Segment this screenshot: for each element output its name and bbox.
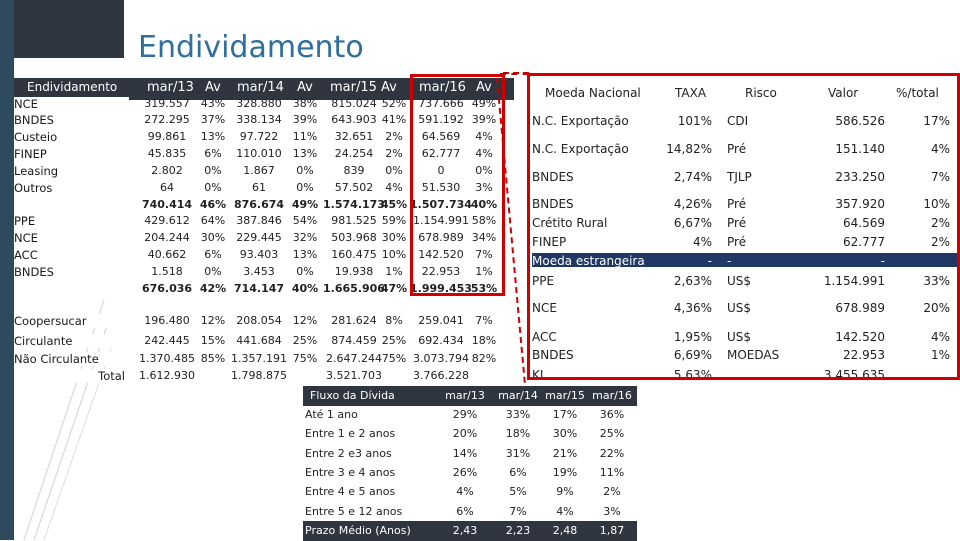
flow-cell: 20% <box>452 427 478 440</box>
table-cell: 12% <box>200 314 226 327</box>
row-label: Total <box>14 369 129 383</box>
table-cell: 2% <box>385 130 403 143</box>
flow-cell: 33% <box>505 408 531 421</box>
currency-row-index: Pré <box>727 216 747 230</box>
currency-row-value: 22.953 <box>843 348 885 362</box>
table-cell: 4% <box>385 181 403 194</box>
row-label: FINEP <box>14 147 129 161</box>
table-cell: 0 <box>437 164 445 177</box>
currency-row-rate: 6,67% <box>673 216 712 230</box>
currency-column-header: Risco <box>745 86 777 100</box>
flow-row-label: Prazo Médio (Anos) <box>305 524 411 537</box>
table-cell: 503.968 <box>331 231 377 244</box>
currency-row-name: NCE <box>532 301 557 315</box>
table-cell: 39% <box>471 113 497 126</box>
table-cell: 40% <box>470 198 498 211</box>
table-cell: 981.525 <box>331 214 377 227</box>
table-cell: 1.507.734 <box>410 198 472 211</box>
table-cell: 13% <box>292 147 318 160</box>
table-cell: 22.953 <box>421 265 461 278</box>
currency-row-value: 3.455.635 <box>823 368 885 382</box>
currency-row-rate: 4,26% <box>673 197 712 211</box>
currency-row-share: 4% <box>930 142 950 156</box>
table-cell: 2.647.244 <box>326 352 382 365</box>
currency-row-value: 586.526 <box>835 114 885 128</box>
currency-row-rate: 4,36% <box>673 301 712 315</box>
flow-cell: 21% <box>552 447 578 460</box>
currency-row-index: US$ <box>727 274 752 288</box>
flow-column-header: mar/14 <box>498 389 538 402</box>
table-cell: 13% <box>200 130 226 143</box>
table-cell: 1.798.875 <box>231 369 287 382</box>
table-cell: 1.665.906 <box>323 282 385 295</box>
table-cell: 75% <box>381 352 407 365</box>
currency-row-share: 33% <box>923 274 950 288</box>
currency-row-name: Moeda estrangeira <box>532 254 645 268</box>
table-cell: 49% <box>471 97 497 110</box>
table-cell: 678.989 <box>418 231 464 244</box>
row-label: Leasing <box>14 164 129 178</box>
table-cell: 1.867 <box>243 164 275 177</box>
currency-row-rate: 2,74% <box>673 170 712 184</box>
table-cell: 6% <box>204 248 222 261</box>
currency-row-rate: - <box>707 254 712 268</box>
row-label: NCE <box>14 231 129 245</box>
flow-row-label: Entre 1 e 2 anos <box>305 427 396 440</box>
table-cell: 30% <box>200 231 226 244</box>
currency-column-header: %/total <box>896 86 939 100</box>
currency-row-share: 10% <box>923 197 950 211</box>
currency-row-value: - <box>880 254 885 268</box>
table-cell: 0% <box>204 181 222 194</box>
table-cell: 1.612.930 <box>139 369 195 382</box>
table-cell: 53% <box>470 282 498 295</box>
table-cell: 40% <box>291 282 319 295</box>
left-accent-bar <box>0 0 14 540</box>
currency-row-index: CDI <box>727 114 749 128</box>
table-cell: 714.147 <box>233 282 285 295</box>
row-label: BNDES <box>14 265 129 279</box>
table-cell: 0% <box>296 181 314 194</box>
table-cell: 441.684 <box>236 334 282 347</box>
currency-row-value: 151.140 <box>835 142 885 156</box>
table-cell: 208.054 <box>236 314 282 327</box>
row-label: PPE <box>14 214 129 228</box>
table-cell: 64 <box>160 181 174 194</box>
table-cell: 37% <box>200 113 226 126</box>
flow-cell: 4% <box>456 485 474 498</box>
table-cell: 45.835 <box>147 147 187 160</box>
table-cell: 3.073.794 <box>413 352 469 365</box>
table-cell: 429.612 <box>144 214 190 227</box>
table-cell: 61 <box>252 181 266 194</box>
column-header: Av <box>205 80 221 95</box>
table-cell: 0% <box>475 164 493 177</box>
flow-cell: 6% <box>456 505 474 518</box>
flow-header-label: Fluxo da Dívida <box>310 389 395 402</box>
table-cell: 38% <box>292 97 318 110</box>
table-cell: 591.192 <box>418 113 464 126</box>
table-cell: 6% <box>204 147 222 160</box>
table-cell: 12% <box>292 314 318 327</box>
table-cell: 815.024 <box>331 97 377 110</box>
table-cell: 82% <box>471 352 497 365</box>
flow-cell: 17% <box>552 408 578 421</box>
table-cell: 387.846 <box>236 214 282 227</box>
flow-cell: 2,23 <box>505 524 531 537</box>
currency-row-name: N.C. Exportação <box>532 142 629 156</box>
currency-row-index: Pré <box>727 197 747 211</box>
row-label: Outros <box>14 181 129 195</box>
table-cell: 874.459 <box>331 334 377 347</box>
currency-row-index: Pré <box>727 235 747 249</box>
table-cell: 242.445 <box>144 334 190 347</box>
flow-row-label: Entre 5 e 12 anos <box>305 505 403 518</box>
flow-row-label: Até 1 ano <box>305 408 358 421</box>
flow-row-label: Entre 2 e3 anos <box>305 447 392 460</box>
currency-row-share: 1% <box>930 348 950 362</box>
table-cell: 259.041 <box>418 314 464 327</box>
table-cell: 272.295 <box>144 113 190 126</box>
table-cell: 1% <box>385 265 403 278</box>
table-cell: 93.403 <box>239 248 279 261</box>
table-cell: 1.999.453 <box>410 282 472 295</box>
column-header: Av <box>476 80 492 95</box>
table-cell: 110.010 <box>236 147 282 160</box>
table-cell: 281.624 <box>331 314 377 327</box>
currency-row-rate: 14,82% <box>666 142 712 156</box>
flow-column-header: mar/13 <box>445 389 485 402</box>
table-cell: 196.480 <box>144 314 190 327</box>
table-cell: 97.722 <box>239 130 279 143</box>
currency-row-name: KI <box>532 368 544 382</box>
flow-cell: 2,43 <box>452 524 478 537</box>
table-cell: 328.880 <box>236 97 282 110</box>
row-label: Custeio <box>14 130 129 144</box>
table-cell: 30% <box>381 231 407 244</box>
currency-row-value: 1.154.991 <box>823 274 885 288</box>
table-cell: 7% <box>475 248 493 261</box>
flow-cell: 22% <box>599 447 625 460</box>
table-cell: 0% <box>204 265 222 278</box>
flow-cell: 4% <box>556 505 574 518</box>
table-cell: 3% <box>475 181 493 194</box>
currency-row-value: 62.777 <box>843 235 885 249</box>
currency-row-index: - <box>727 254 732 268</box>
currency-row-rate: 4% <box>692 235 712 249</box>
table-cell: 52% <box>381 97 407 110</box>
flow-cell: 18% <box>505 427 531 440</box>
flow-cell: 19% <box>552 466 578 479</box>
page-title: Endividamento <box>138 30 364 65</box>
flow-cell: 3% <box>603 505 621 518</box>
currency-row-value: 357.920 <box>835 197 885 211</box>
table-cell: 3.521.703 <box>326 369 382 382</box>
row-label: Circulante <box>14 334 129 348</box>
flow-cell: 1,87 <box>599 524 625 537</box>
currency-row-rate: 5,63% <box>673 368 712 382</box>
flow-cell: 11% <box>599 466 625 479</box>
currency-row-rate: 1,95% <box>673 330 712 344</box>
flow-cell: 9% <box>556 485 574 498</box>
table-cell: 1.154.991 <box>413 214 469 227</box>
row-label: Coopersucar <box>14 314 129 328</box>
table-cell: 4% <box>475 130 493 143</box>
flow-cell: 14% <box>452 447 478 460</box>
currency-column-header: Valor <box>828 86 859 100</box>
table-cell: 160.475 <box>331 248 377 261</box>
table-cell: 0% <box>296 265 314 278</box>
column-header: mar/14 <box>237 80 284 95</box>
flow-cell: 2,48 <box>552 524 578 537</box>
currency-row-index: Pré <box>727 142 747 156</box>
flow-cell: 36% <box>599 408 625 421</box>
currency-row-share: 4% <box>930 330 950 344</box>
table-cell: 59% <box>381 214 407 227</box>
table-cell: 2.802 <box>151 164 183 177</box>
table-cell: 47% <box>380 282 408 295</box>
table-cell: 62.777 <box>421 147 461 160</box>
table-cell: 10% <box>381 248 407 261</box>
currency-row-value: 233.250 <box>835 170 885 184</box>
table-cell: 43% <box>200 97 226 110</box>
row-label: Não Circulante <box>14 352 129 366</box>
flow-cell: 2% <box>603 485 621 498</box>
table-cell: 57.502 <box>334 181 374 194</box>
highlight-box-currency <box>527 73 960 380</box>
currency-row-name: FINEP <box>532 235 567 249</box>
flow-row-label: Entre 4 e 5 anos <box>305 485 396 498</box>
column-header: mar/15 <box>330 80 377 95</box>
table-cell: 40.662 <box>147 248 187 261</box>
column-header: mar/13 <box>147 80 194 95</box>
table-cell: 58% <box>471 214 497 227</box>
currency-row-index: US$ <box>727 330 752 344</box>
currency-row-value: 64.569 <box>843 216 885 230</box>
table-cell: 204.244 <box>144 231 190 244</box>
table-cell: 1.357.191 <box>231 352 287 365</box>
currency-row-index: MOEDAS <box>727 348 780 362</box>
currency-row-name: N.C. Exportação <box>532 114 629 128</box>
table-cell: 142.520 <box>418 248 464 261</box>
currency-row-rate: 6,69% <box>673 348 712 362</box>
flow-row-label: Entre 3 e 4 anos <box>305 466 396 479</box>
table-cell: 32.651 <box>334 130 374 143</box>
table-cell: 41% <box>381 113 407 126</box>
currency-row-share: 2% <box>930 216 950 230</box>
table-cell: 64% <box>200 214 226 227</box>
table-cell: 876.674 <box>233 198 285 211</box>
table-cell: 99.861 <box>147 130 187 143</box>
currency-row-index: TJLP <box>727 170 752 184</box>
table-cell: 46% <box>199 198 227 211</box>
table-cell: 2% <box>385 147 403 160</box>
table-cell: 13% <box>292 248 318 261</box>
table-cell: 1.370.485 <box>139 352 195 365</box>
currency-row-name: ACC <box>532 330 557 344</box>
flow-cell: 5% <box>509 485 527 498</box>
table-cell: 740.414 <box>141 198 193 211</box>
table-cell: 692.434 <box>418 334 464 347</box>
table-cell: 737.666 <box>418 97 464 110</box>
table-cell: 85% <box>200 352 226 365</box>
currency-row-share: 7% <box>930 170 950 184</box>
table-cell: 64.569 <box>421 130 461 143</box>
table-cell: 8% <box>385 314 403 327</box>
flow-column-header: mar/16 <box>592 389 632 402</box>
table-cell: 3.453 <box>243 265 275 278</box>
flow-column-header: mar/15 <box>545 389 585 402</box>
currency-row-name: BNDES <box>532 197 574 211</box>
currency-row-name: Crétito Rural <box>532 216 608 230</box>
table-cell: 24.254 <box>334 147 374 160</box>
table-cell: 34% <box>471 231 497 244</box>
flow-cell: 7% <box>509 505 527 518</box>
table-cell: 4% <box>475 147 493 160</box>
table-cell: 1.574.173 <box>323 198 385 211</box>
currency-row-index: US$ <box>727 301 752 315</box>
currency-row-rate: 2,63% <box>673 274 712 288</box>
column-header: Av <box>381 80 397 95</box>
table-cell: 643.903 <box>331 113 377 126</box>
currency-column-header: TAXA <box>675 86 707 100</box>
table-cell: 676.036 <box>141 282 193 295</box>
currency-row-share: 2% <box>930 235 950 249</box>
row-label: BNDES <box>14 113 129 127</box>
currency-row-value: 142.520 <box>835 330 885 344</box>
table-cell: 11% <box>292 130 318 143</box>
table-cell: 1% <box>475 265 493 278</box>
row-label: NCE <box>14 97 129 111</box>
table-cell: 42% <box>199 282 227 295</box>
table-cell: 39% <box>292 113 318 126</box>
currency-column-header: Moeda Nacional <box>545 86 641 100</box>
table-cell: 25% <box>292 334 318 347</box>
table-cell: 18% <box>471 334 497 347</box>
table-cell: 15% <box>200 334 226 347</box>
highlight-box-mar16 <box>410 74 505 296</box>
table-cell: 19.938 <box>334 265 374 278</box>
currency-row-name: BNDES <box>532 170 574 184</box>
column-header: mar/16 <box>419 80 466 95</box>
header-dark-block <box>14 0 124 58</box>
table-cell: 229.445 <box>236 231 282 244</box>
column-header: Endividamento <box>27 80 118 94</box>
table-cell: 49% <box>291 198 319 211</box>
column-header: Av <box>297 80 313 95</box>
flow-cell: 26% <box>452 466 478 479</box>
table-cell: 338.134 <box>236 113 282 126</box>
flow-cell: 31% <box>505 447 531 460</box>
table-cell: 0% <box>385 164 403 177</box>
currency-row-share: 17% <box>923 114 950 128</box>
currency-row-value: 678.989 <box>835 301 885 315</box>
table-cell: 3.766.228 <box>413 369 469 382</box>
flow-cell: 30% <box>552 427 578 440</box>
table-cell: 51.530 <box>421 181 461 194</box>
currency-row-rate: 101% <box>677 114 712 128</box>
table-cell: 75% <box>292 352 318 365</box>
table-cell: 319.557 <box>144 97 190 110</box>
table-cell: 1.518 <box>151 265 183 278</box>
table-cell: 25% <box>381 334 407 347</box>
table-cell: 839 <box>343 164 365 177</box>
flow-cell: 6% <box>509 466 527 479</box>
flow-cell: 29% <box>452 408 478 421</box>
table-cell: 54% <box>292 214 318 227</box>
flow-cell: 25% <box>599 427 625 440</box>
table-cell: 32% <box>292 231 318 244</box>
currency-row-name: PPE <box>532 274 555 288</box>
table-cell: 0% <box>204 164 222 177</box>
currency-row-share: 20% <box>923 301 950 315</box>
table-cell: 7% <box>475 314 493 327</box>
row-label: ACC <box>14 248 129 262</box>
table-cell: 0% <box>296 164 314 177</box>
currency-row-name: BNDES <box>532 348 574 362</box>
table-cell: 45% <box>380 198 408 211</box>
